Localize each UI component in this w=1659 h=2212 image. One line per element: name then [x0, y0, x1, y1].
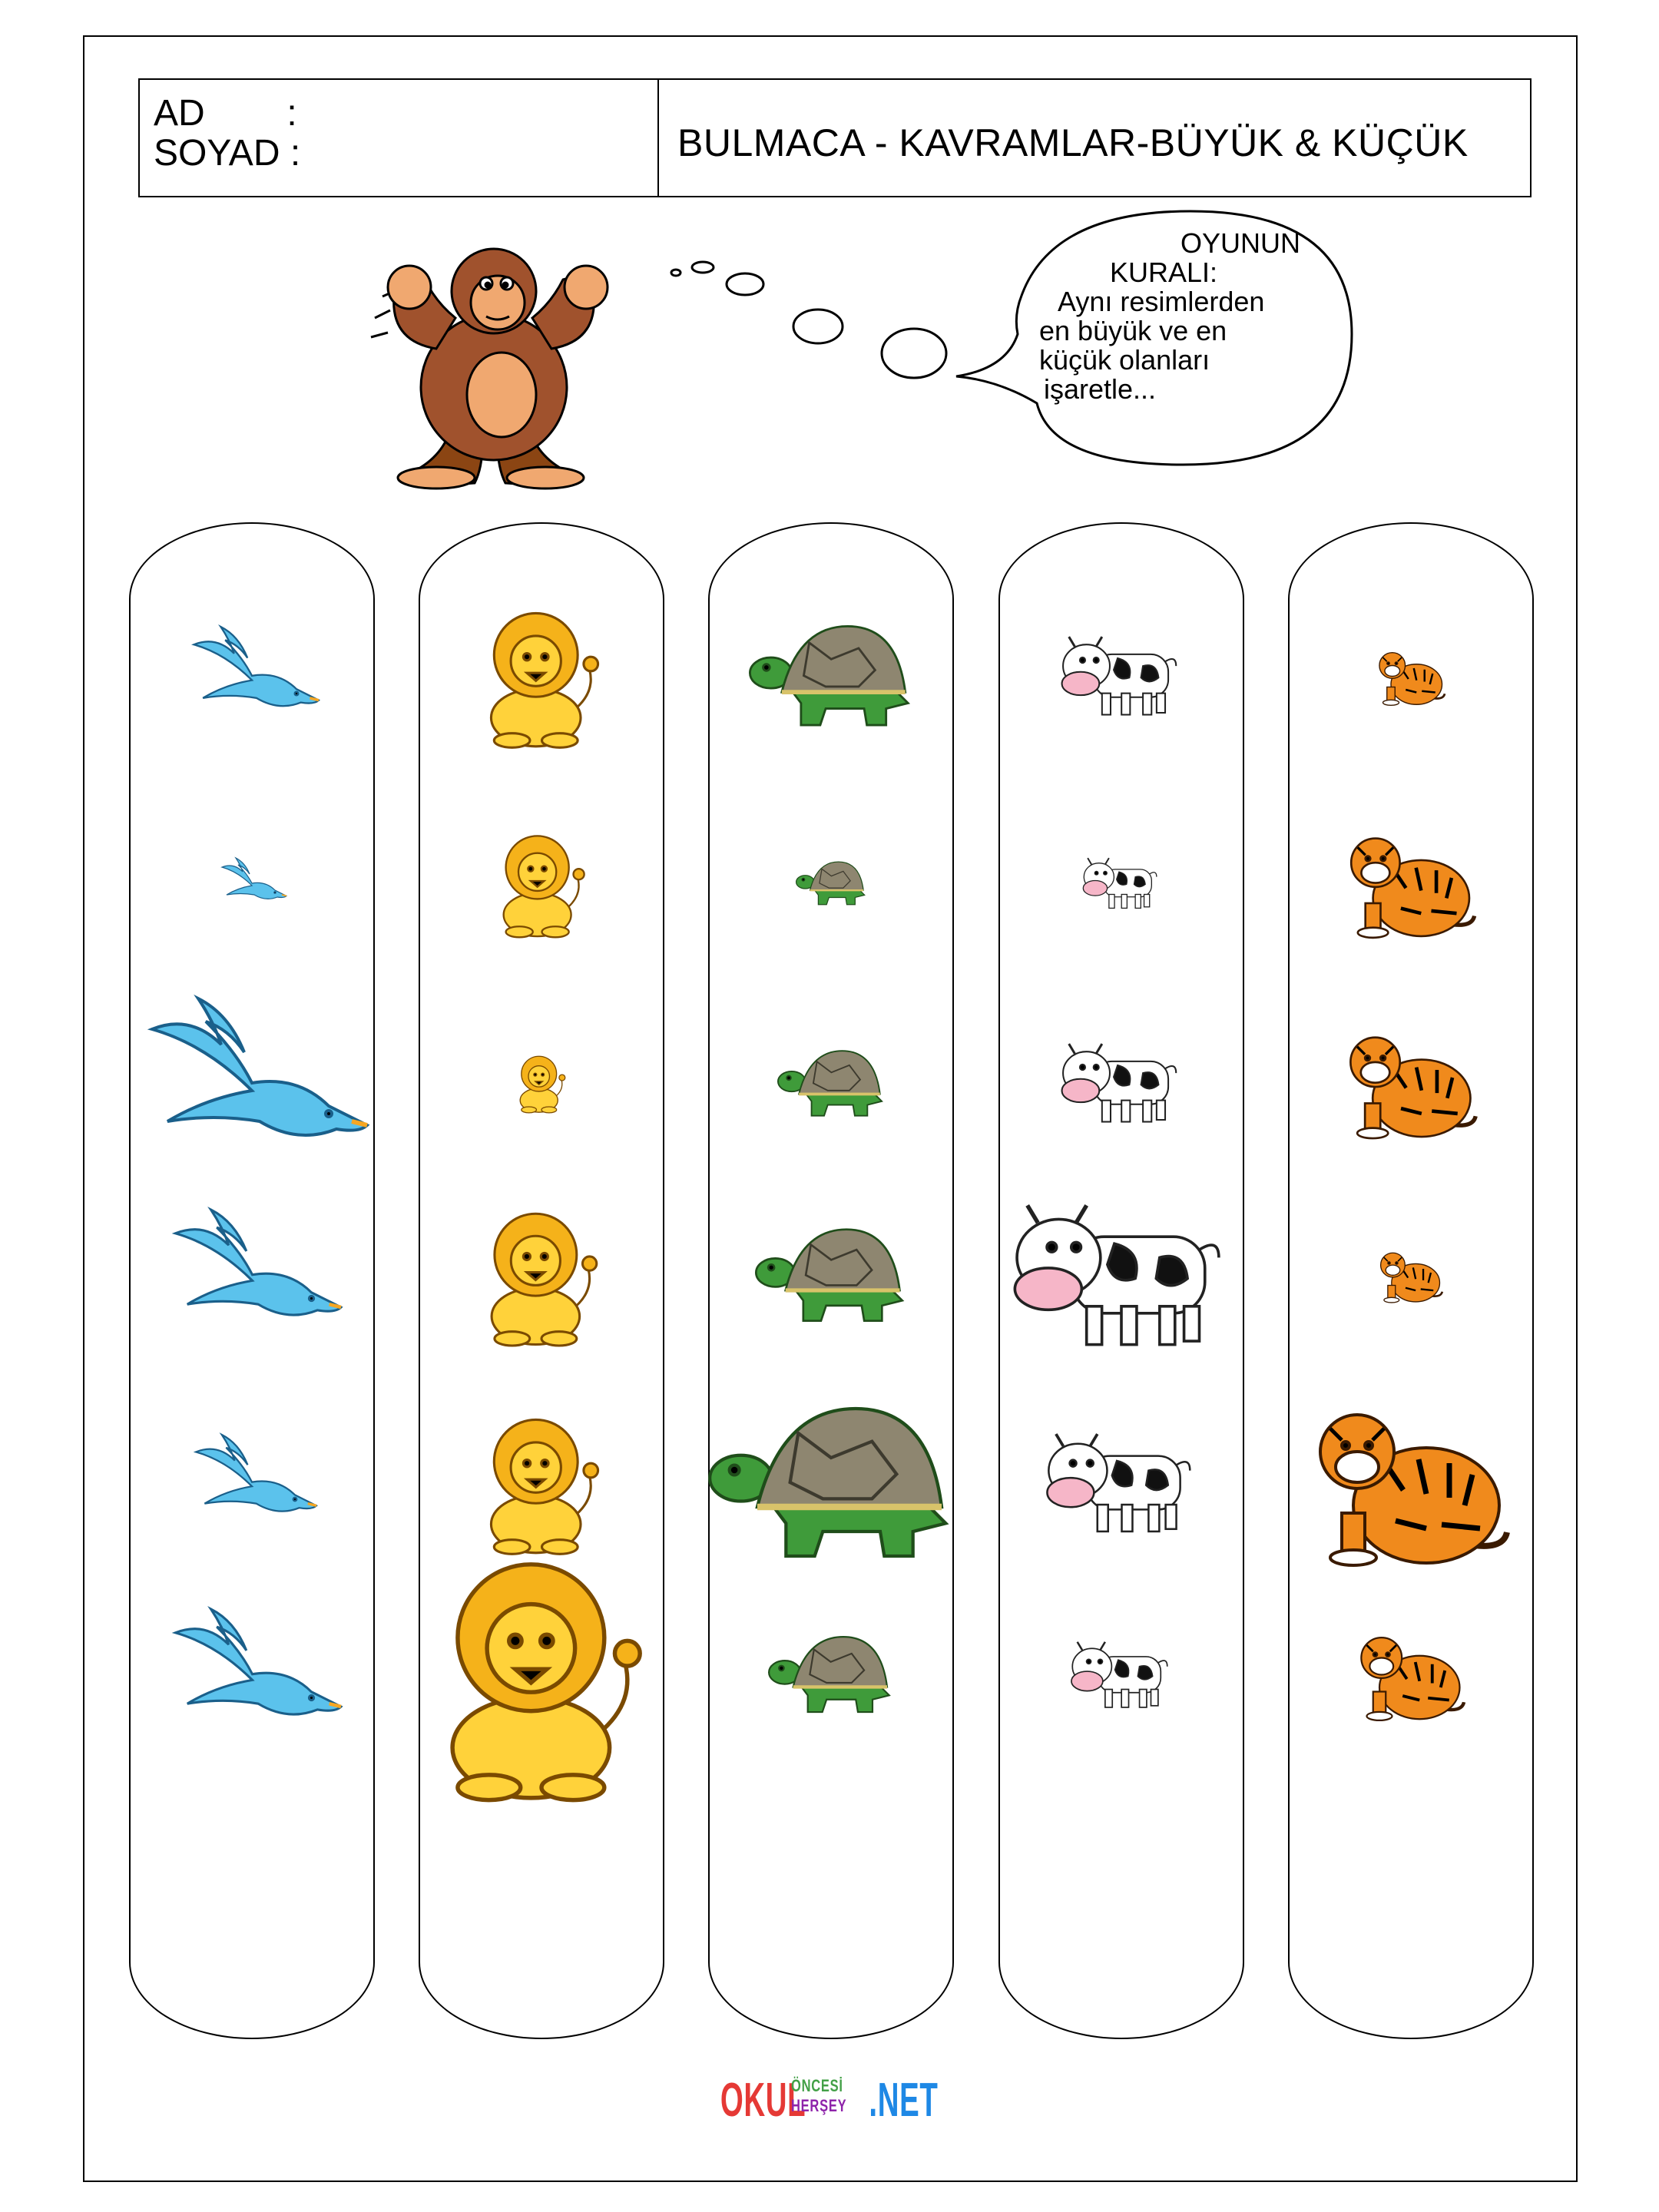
header-divider: [657, 80, 659, 196]
turtle-icon[interactable]: [768, 1631, 893, 1717]
turtle-icon[interactable]: [796, 859, 867, 908]
blue-bird-icon[interactable]: [137, 998, 367, 1167]
tiger-icon[interactable]: [1343, 827, 1479, 939]
cow-icon[interactable]: [1059, 631, 1184, 721]
cow-icon[interactable]: [1081, 854, 1161, 912]
lion-icon[interactable]: [476, 604, 608, 748]
blue-bird-icon[interactable]: [164, 1609, 341, 1739]
cow-icon[interactable]: [1069, 1637, 1174, 1713]
lion-icon[interactable]: [476, 1410, 608, 1555]
tiger-icon[interactable]: [1376, 1247, 1445, 1303]
turtle-icon[interactable]: [755, 1223, 907, 1327]
rules-line-6: işaretle...: [1044, 373, 1157, 405]
blue-bird-icon[interactable]: [217, 858, 286, 909]
cow-icon[interactable]: [1010, 1194, 1233, 1356]
soyad-label: SOYAD :: [154, 133, 301, 174]
tiger-icon[interactable]: [1354, 1628, 1469, 1721]
tiger-icon[interactable]: [1307, 1398, 1515, 1567]
lion-icon[interactable]: [492, 829, 591, 938]
header-box: [138, 78, 1532, 197]
blue-bird-icon[interactable]: [164, 1210, 341, 1339]
rules-line-5: küçük olanları: [1039, 344, 1210, 376]
logo-okul: OKUL: [720, 2074, 806, 2127]
lion-icon[interactable]: [426, 1548, 657, 1801]
tiger-icon[interactable]: [1375, 647, 1448, 706]
ad-label: AD :: [154, 93, 297, 134]
turtle-icon[interactable]: [708, 1398, 954, 1567]
rules-line-3: Aynı resimlerden: [1058, 286, 1265, 317]
thought-bubbles: [661, 246, 998, 384]
turtle-icon[interactable]: [749, 619, 913, 732]
rules-line-4: en büyük ve en: [1039, 315, 1227, 346]
logo-oncesi: ÖNCESİ: [791, 2076, 843, 2095]
cow-icon[interactable]: [1059, 1038, 1184, 1128]
lion-icon[interactable]: [477, 1204, 606, 1346]
game-rules-text: [1002, 229, 1317, 459]
gorilla-icon: [367, 233, 644, 495]
blue-bird-icon[interactable]: [185, 627, 319, 725]
lion-icon[interactable]: [514, 1052, 569, 1113]
rules-line-1: OYUNUN: [1180, 227, 1300, 259]
rules-line-2: KURALI:: [1110, 257, 1218, 288]
blue-bird-icon[interactable]: [187, 1435, 316, 1529]
cow-icon[interactable]: [1044, 1426, 1200, 1539]
logo-suffix: .NET: [869, 2074, 939, 2127]
turtle-icon[interactable]: [777, 1046, 886, 1121]
logo-hersey: HERŞEY: [791, 2096, 847, 2115]
tiger-icon[interactable]: [1342, 1026, 1481, 1139]
worksheet-title: BULMACA - KAVRAMLAR-BÜYÜK & KÜÇÜK: [677, 121, 1469, 164]
